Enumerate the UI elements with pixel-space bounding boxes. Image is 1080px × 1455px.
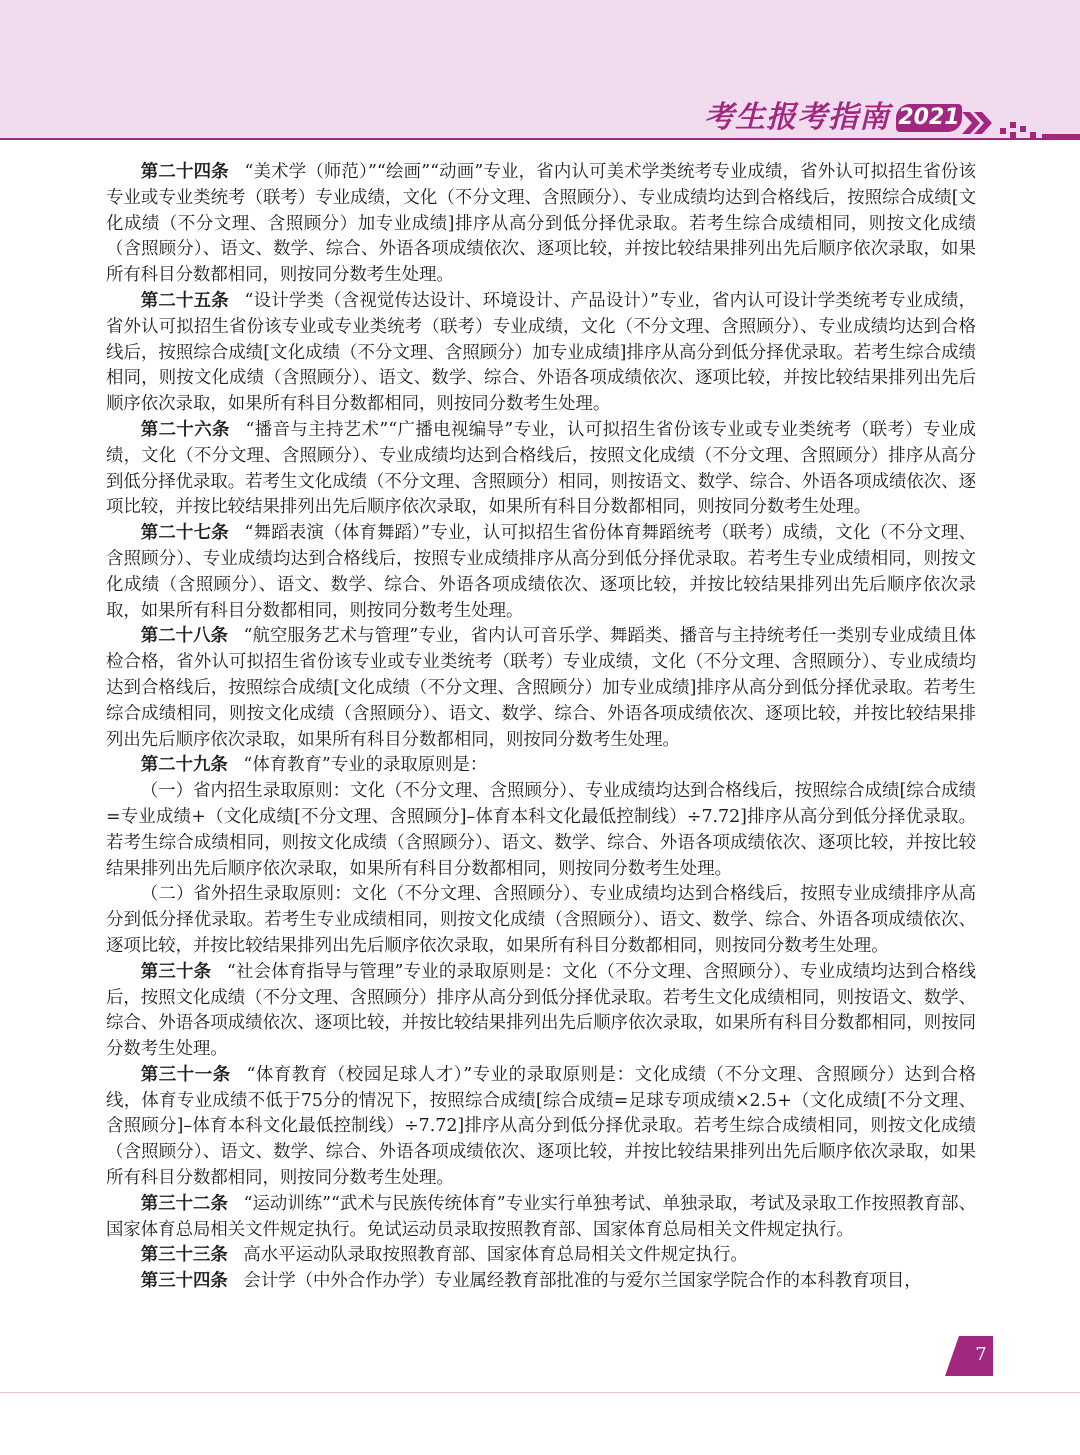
guide-title: 考生报考指南 <box>704 100 890 135</box>
article-paragraph <box>106 289 976 418</box>
article-text: “社会体育指导与管理”专业的录取原则是：文化（不分文理、含照顾分）、专业成绩均达到合格线后，按照文化成绩（不分文理、含照顾分）排序从高分到低分择优录取。若考生文化成绩相同，则按语文、数学、综合、外语各项成绩依次、逐项比较，并按比较结果排列出先后顺序依次录取，如果所有科目分数都相同，则按同分数考生处理。 <box>106 961 976 1060</box>
article-label: 第三十二条 <box>140 1193 228 1214</box>
article-label: 第二十九条 <box>140 755 228 776</box>
article-label: 第二十四条 <box>140 162 229 182</box>
article-label: 第三十一条 <box>140 1064 231 1085</box>
article-paragraph <box>106 779 976 882</box>
article-label: 第三十三条 <box>140 1245 228 1266</box>
article-text: “体育教育”专业的录取原则是： <box>243 755 488 776</box>
article-text: “设计学类（含视觉传达设计、环境设计、产品设计）”专业，省内认可设计学类统考专业成绩，省外认可拟招生省份该专业或专业类统考（联考）专业成绩，文化（不分文理、含照顾分）、专业成绩均达到合格线后，按照综合成绩[文化成绩（不分文理、含照顾分）加专业成绩]排序从高分到低分择优录取。若考生综合成绩相同，则按文化成绩（含照顾分）、语文、数学、综合、外语各项成绩依次、逐项比较，并按比较结果排列出先后顺序依次录取，如果所有科目分数都相同，则按同分数考生处理。 <box>106 290 976 415</box>
article-text: 高水平运动队录取按照教育部、国家体育总局相关文件规定执行。 <box>243 1245 748 1266</box>
article-text: “体育教育（校园足球人才）”专业的录取原则是：文化成绩（不分文理、含照顾分）达到合格线，体育专业成绩不低于75分的情况下，按照综合成绩[综合成绩=足球专项成绩×2.5+（文化成绩[不分文理、含照顾分]–体育本科文化最低控制线）÷7.72]排序从高分到低分择优录取。若考生综合成绩相同，则按文化成绩（含照顾分）、语文、数学、综合、外语各项成绩依次、逐项比较，并按比较结果排列出先后顺序依次录取，如果所有科目分数都相同，则按同分数考生处理。 <box>106 1064 976 1189</box>
article-paragraph <box>106 1192 976 1244</box>
article-paragraph <box>106 960 976 1063</box>
article-label: 第二十七条 <box>140 523 229 544</box>
article-paragraph <box>106 521 976 624</box>
article-paragraph <box>106 418 976 521</box>
article-text: 会计学（中外合作办学）专业属经教育部批准的与爱尔兰国家学院合作的本科教育项目， <box>243 1271 922 1292</box>
article-paragraph <box>106 1063 976 1192</box>
article-label: 第二十六条 <box>140 419 230 440</box>
article-body <box>106 160 976 1295</box>
article-text: “播音与主持艺术”“广播电视编导”专业，认可拟招生省份该专业或专业类统考（联考）专业成绩，文化（不分文理、含照顾分）、专业成绩均达到合格线后，按照文化成绩（不分文理、含照顾分）排序从高分到低分择优录取。若考生文化成绩（不分文理、含照顾分）相同，则按语文、数学、综合、外语各项成绩依次、逐项比较，并按比较结果排列出先后顺序依次录取，如果所有科目分数都相同，则按同分数考生处理。 <box>106 419 976 518</box>
guide-year-badge: 2021 <box>896 104 962 132</box>
article-paragraph <box>106 882 976 959</box>
page-number: 7 <box>975 1344 987 1365</box>
article-text: “美术学（师范）”“绘画”“动画”专业，省内认可美术学类统考专业成绩，省外认可拟招生省份该专业或专业类统考（联考）专业成绩，文化（不分文理、含照顾分）、专业成绩均达到合格线后，按照综合成绩[文化成绩（不分文理、含照顾分）加专业成绩]排序从高分到低分择优录取。若考生综合成绩相同，则按文化成绩（含照顾分）、语文、数学、综合、外语各项成绩依次、逐项比较，并按比较结果排列出先后顺序依次录取，如果所有科目分数都相同，则按同分数考生处理。 <box>106 162 976 286</box>
article-text: （二）省外招生录取原则：文化（不分文理、含照顾分）、专业成绩均达到合格线后，按照专业成绩排序从高分到低分择优录取。若考生专业成绩相同，则按文化成绩（含照顾分）、语文、数学、综合、外语各项成绩依次、逐项比较，并按比较结果排列出先后顺序依次录取，如果所有科目分数都相同，则按同分数考生处理。 <box>106 884 976 956</box>
article-label: 第三十条 <box>140 961 212 982</box>
article-label: 第二十五条 <box>140 290 229 311</box>
article-label: 第二十八条 <box>140 626 228 647</box>
article-paragraph <box>106 160 976 289</box>
chevron-arrows-icon <box>962 106 1080 140</box>
article-paragraph <box>106 1269 976 1295</box>
article-paragraph <box>106 753 976 779</box>
article-paragraph <box>106 624 976 753</box>
article-text: “运动训练”“武术与民族传统体育”专业实行单独考试、单独录取，考试及录取工作按照教育部、国家体育总局相关文件规定执行。免试运动员录取按照教育部、国家体育总局相关文件规定执行。 <box>106 1193 976 1240</box>
article-paragraph <box>106 1243 976 1269</box>
article-text: “舞蹈表演（体育舞蹈）”专业，认可拟招生省份体育舞蹈统考（联考）成绩，文化（不分文理、含照顾分）、专业成绩均达到合格线后，按照专业成绩排序从高分到低分择优录取。若考生专业成绩相同，则按文化成绩（含照顾分）、语文、数学、综合、外语各项成绩依次、逐项比较，并按比较结果排列出先后顺序依次录取，如果所有科目分数都相同，则按同分数考生处理。 <box>106 523 976 621</box>
article-label: 第三十四条 <box>140 1271 228 1292</box>
article-text: （一）省内招生录取原则：文化（不分文理、含照顾分）、专业成绩均达到合格线后，按照综合成绩[综合成绩=专业成绩+（文化成绩[不分文理、含照顾分]–体育本科文化最低控制线）÷7.72]排序从高分到低分择优录取。若考生综合成绩相同，则按文化成绩（含照顾分）、语文、数学、综合、外语各项成绩依次、逐项比较，并按比较结果排列出先后顺序依次录取，如果所有科目分数都相同，则按同分数考生处理。 <box>106 781 976 879</box>
article-text: “航空服务艺术与管理”专业，省内认可音乐学、舞蹈类、播音与主持统考任一类别专业成绩且体检合格，省外认可拟招生省份该专业或专业类统考（联考）专业成绩，文化（不分文理、含照顾分）、专业成绩均达到合格线后，按照综合成绩[文化成绩（不分文理、含照顾分）加专业成绩]排序从高分到低分择优录取。若考生综合成绩相同，则按文化成绩（含照顾分）、语文、数学、综合、外语各项成绩依次、逐项比较，并按比较结果排列出先后顺序依次录取，如果所有科目分数都相同，则按同分数考生处理。 <box>106 626 976 750</box>
footer-divider <box>0 1392 1080 1393</box>
